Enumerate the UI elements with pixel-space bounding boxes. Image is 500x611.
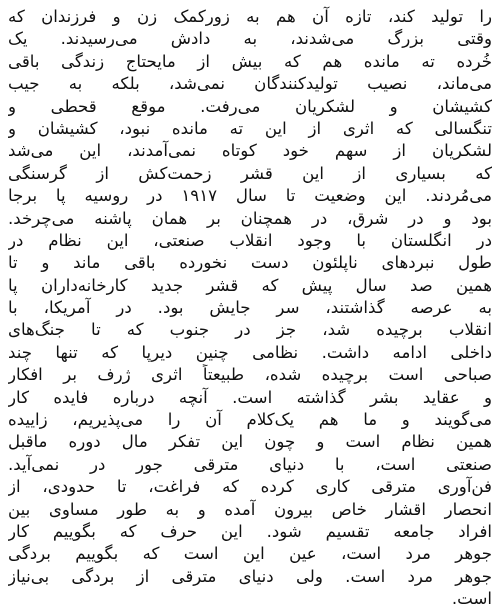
text-line: طول نبردهای ناپلئون دست نخورده باقی ماند و تا [8, 253, 492, 273]
text-line: انقلاب برچیده شد، جز در جنوب که تا جنگ‌های [8, 320, 492, 340]
text-line: داخلی ادامه داشت. نظامی چنین دیرپا که تنها چند [8, 342, 492, 362]
text-line: تنگسالی که اثری از این ته مانده نبود، کشیشان و [8, 118, 492, 138]
text-line: جوهر مرد است، عین این است که بگوییم بردگی [8, 544, 492, 564]
text-line: را تولید کند، تازه آن هم به زورکمک زن و فرزندان که [8, 7, 492, 26]
text-line: کشیشان و لشکریان می‌رفت. موقع قحطی و [8, 96, 492, 116]
text-line: صنعتی است، با دنیای مترقی جور در نمی‌آید. [8, 454, 492, 474]
text-line: صباحی است برچیده شده، طبیعتاً اثری ژرف بر افکار [8, 365, 492, 385]
text-line: می‌گویند و ما هم یک‌کلام آن را می‌پذیریم، زاییده [8, 410, 492, 430]
text-line: افراد جامعه تقسیم شود. این حرف که بگوییم کار [8, 521, 492, 541]
document-body [8, 6, 492, 611]
text-line: که بسیاری از این قشر زحمت‌کش از گرسنگی [8, 163, 492, 183]
text-line: لشکریان از سهم خود کوتاه نمی‌آمدند، این می‌شد [8, 141, 492, 161]
text-line: در انگلستان با وجود انقلاب صنعتی، این نظام در [8, 230, 492, 250]
text-line: خُرده ته مانده هم که بیش از مایحتاج زندگی باقی [8, 51, 492, 71]
text-line: به عرصه گذاشتند، سر جایش بود. در آمریکا، با [8, 298, 492, 318]
text-line: و عقاید بشر گذاشته است. آنچه درباره فایده کار [8, 387, 492, 407]
text-line: می‌مُردند. این وضعیت تا سال ۱۹۱۷ در روسیه پا برجا [8, 186, 492, 206]
text-line: می‌ماند، نصیب تولیدکنندگان نمی‌شد، بلکه به جیب [8, 74, 492, 94]
text-line: فن‌آوری مترقی کاری کرده که فراغت، تا حدودی، از [8, 477, 492, 497]
text-line: همین نظام است و چون این تفکر مال دوره ماقبل [8, 432, 492, 452]
text-line: همین صد سال پیش که قشر جدید کارخانه‌داران پا [8, 275, 492, 295]
text-line: جوهر مرد است. ولی دنیای مترقی از بردگی بی‌نیاز [8, 566, 492, 586]
text-line: وقتی بزرگ می‌شدند، به دادش می‌رسیدند. یک [8, 29, 492, 49]
text-line: است. [451, 589, 492, 609]
text-line: انحصار اقشار خاص بیرون آمده و به طور مساوی بین [8, 499, 492, 519]
text-line: بود و در شرق، در همچنان بر همان پاشنه می‌چرخد. [8, 208, 492, 228]
